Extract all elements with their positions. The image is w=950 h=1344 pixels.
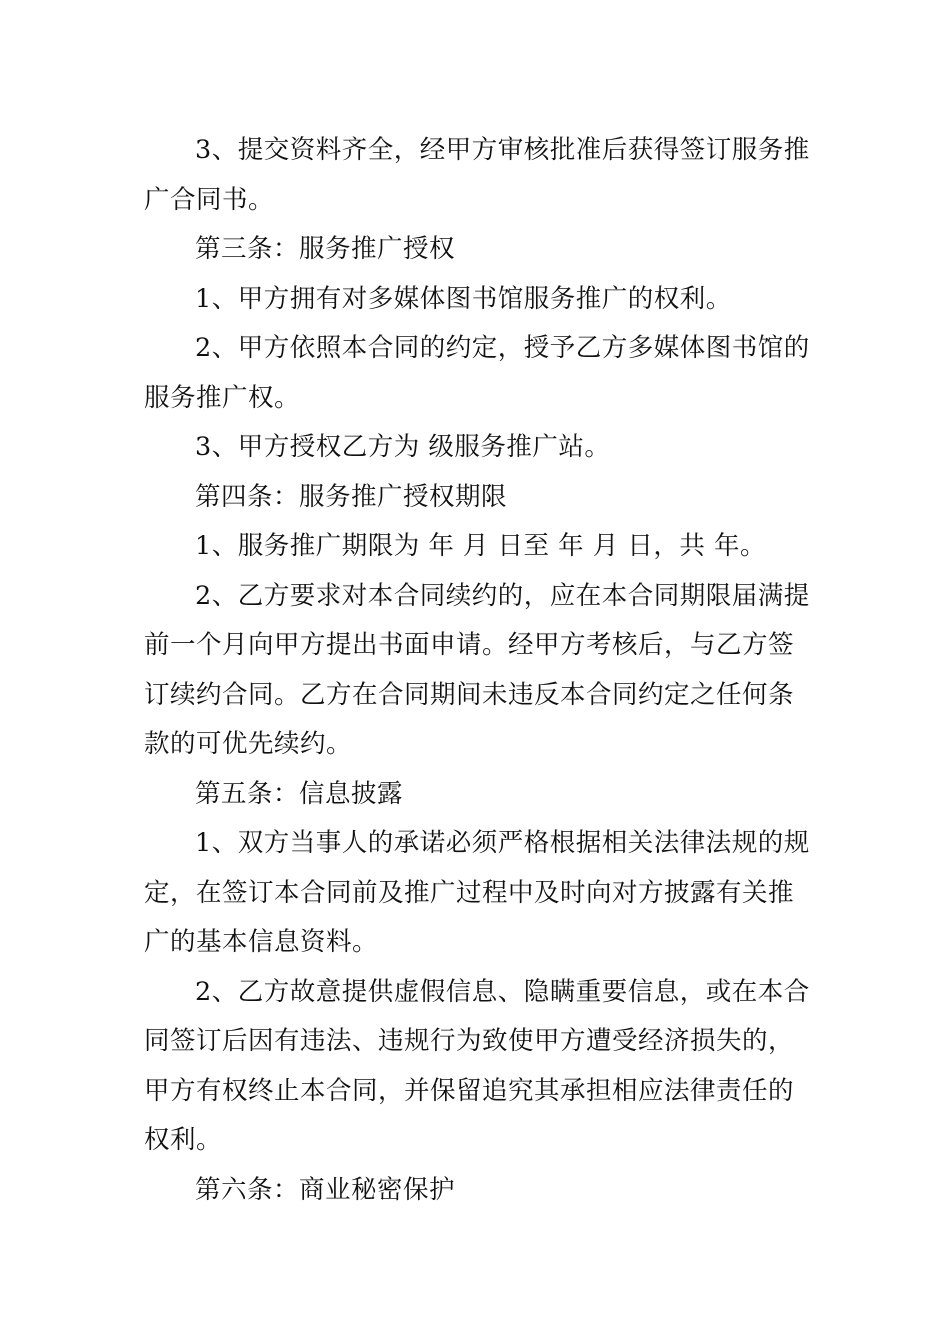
- text-line: 3、甲方授权乙方为 级服务推广站。: [195, 432, 611, 462]
- text-line: 权利。: [144, 1125, 223, 1155]
- section-heading: 第三条：服务推广授权: [195, 234, 456, 264]
- text-line: 款的可优先续约。: [144, 729, 353, 759]
- text-line: 定，在签订本合同前及推广过程中及时向对方披露有关推: [144, 877, 795, 908]
- text-line: 2、甲方依照本合同的约定，授予乙方多媒体图书馆的: [195, 333, 810, 363]
- section-heading: 第四条：服务推广授权期限: [195, 481, 508, 512]
- section-heading: 第五条：信息披露: [195, 778, 404, 809]
- text-line: 甲方有权终止本合同，并保留追究其承担相应法律责任的: [144, 1075, 795, 1106]
- text-line: 广的基本信息资料。: [144, 927, 379, 957]
- text-line: 服务推广权。: [144, 382, 301, 413]
- text-line: 同签订后因有违法、违规行为致使甲方遭受经济损失的，: [144, 1026, 795, 1056]
- text-line: 1、服务推广期限为 年 月 日至 年 月 日，共 年。: [195, 531, 766, 561]
- text-line: 2、乙方故意提供虚假信息、隐瞒重要信息，或在本合: [195, 976, 810, 1007]
- text-line: 广合同书。: [144, 184, 275, 215]
- text-line: 2、乙方要求对本合同续约的，应在本合同期限届满提: [195, 580, 810, 611]
- text-line: 1、双方当事人的承诺必须严格根据相关法律法规的规: [195, 828, 810, 858]
- text-line: 3、提交资料齐全，经甲方审核批准后获得签订服务推: [195, 135, 810, 165]
- document-body: [144, 126, 810, 1215]
- section-heading: 第六条：商业秘密保护: [195, 1174, 456, 1205]
- text-line: 1、甲方拥有对多媒体图书馆服务推广的权利。: [195, 283, 732, 314]
- text-line: 前一个月向甲方提出书面申请。经甲方考核后，与乙方签: [144, 630, 795, 660]
- text-line: 订续约合同。乙方在合同期间未违反本合同约定之任何条: [144, 679, 795, 710]
